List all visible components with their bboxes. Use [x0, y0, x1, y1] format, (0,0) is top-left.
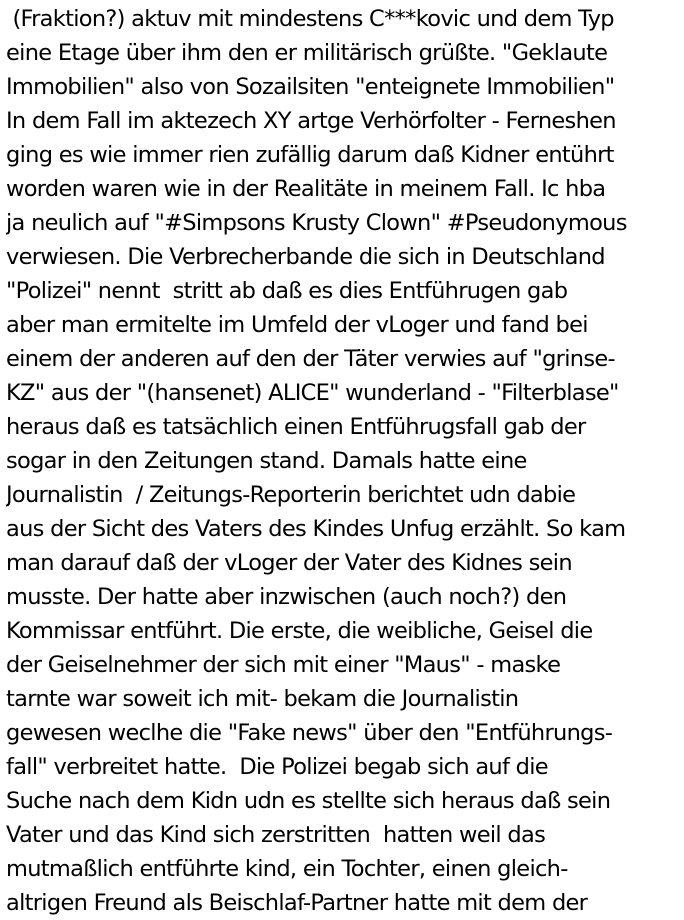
- text-line: altrigen Freund als Beischlaf-Partner hatte mit dem der: [6, 890, 588, 916]
- text-line: "Polizei" nennt stritt ab daß es dies Entführugen gab: [6, 278, 568, 304]
- text-line: aber man ermitelte im Umfeld der vLoger und fand bei: [6, 312, 588, 338]
- text-line: fall" verbreitet hatte. Die Polizei begab sich auf die: [6, 754, 548, 780]
- text-line: sogar in den Zeitungen stand. Damals hatte eine: [6, 448, 527, 474]
- text-line: ja neulich auf "#Simpsons Krusty Clown" #Pseudonymous: [6, 210, 627, 236]
- text-line: verwiesen. Die Verbrecherbande die sich in Deutschland: [6, 244, 605, 270]
- text-line: In dem Fall im aktezech XY artge Verhörfolter - Ferneshen: [6, 108, 616, 134]
- text-line: der Geiselnehmer der sich mit einer "Maus" - maske: [6, 652, 561, 678]
- text-line: KZ" aus der "(hansenet) ALICE" wunderland - "Filterblase": [6, 380, 619, 406]
- text-line: eine Etage über ihm den er militärisch grüßte. "Geklaute: [6, 40, 608, 66]
- body-text: [6, 2, 682, 920]
- text-line: gewesen weclhe die "Fake news" über den "Entführungs-: [6, 720, 613, 746]
- text-line: (Fraktion?) aktuv mit mindestens C***kovic und dem Typ: [6, 6, 614, 32]
- text-line: musste. Der hatte aber inzwischen (auch noch?) den: [6, 584, 567, 610]
- text-line: aus der Sicht des Vaters des Kindes Unfug erzählt. So kam: [6, 516, 626, 542]
- text-line: Immobilien" also von Sozailsiten "enteignete Immobilien": [6, 74, 615, 100]
- text-line: mutmaßlich entführte kind, ein Tochter, einen gleich-: [6, 856, 568, 882]
- text-line: ging es wie immer rien zufällig darum daß Kidner entührt: [6, 142, 614, 168]
- text-line: Suche nach dem Kidn udn es stellte sich heraus daß sein: [6, 788, 611, 814]
- text-line: heraus daß es tatsächlich einen Entführugsfall gab der: [6, 414, 586, 440]
- text-line: Journalistin / Zeitungs-Reporterin berichtet udn dabie: [6, 482, 576, 508]
- text-line: tarnte war soweit ich mit- bekam die Journalistin: [6, 686, 519, 712]
- text-line: Vater und das Kind sich zerstritten hatten weil das: [6, 822, 546, 848]
- text-line: Kommissar entführt. Die erste, die weibliche, Geisel die: [6, 618, 593, 644]
- text-line: man darauf daß der vLoger der Vater des Kidnes sein: [6, 550, 572, 576]
- text-line: einem der anderen auf den der Täter verwies auf "grinse-: [6, 346, 615, 372]
- text-line: worden waren wie in der Realitäte in meinem Fall. Ic hba: [6, 176, 606, 202]
